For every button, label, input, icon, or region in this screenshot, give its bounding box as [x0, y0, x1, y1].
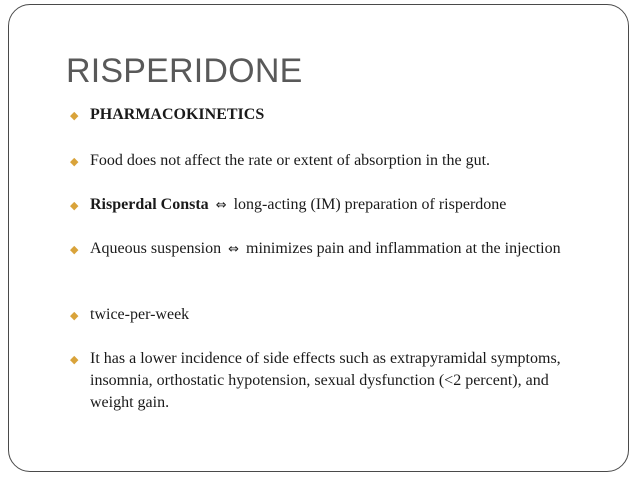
bullet-item: [70, 194, 506, 217]
bullet-item: [70, 150, 490, 172]
diamond-bullet-icon: ◆: [70, 199, 79, 212]
bullet-text: Food does not affect the rate or extent of absorption in the gut.: [90, 152, 491, 169]
diamond-bullet-icon: ◆: [70, 155, 79, 168]
bullet-text: twice-per-week: [90, 306, 190, 323]
double-arrow-icon: ⇔: [215, 198, 227, 213]
diamond-bullet-icon: ◆: [70, 109, 79, 122]
bullet-text: It has a lower incidence of side effects such as extrapyramidal symptoms, insomnia, orthostatic hypotension, sexual dysfunction (<2 percent), and weight gain.: [90, 350, 561, 411]
slide-title: RISPERIDONE: [66, 52, 303, 90]
bullet-item: [70, 304, 189, 326]
bullet-item: [70, 104, 264, 126]
diamond-bullet-icon: ◆: [70, 353, 79, 366]
bullet-bold-text: Risperdal Consta: [90, 196, 209, 213]
double-arrow-icon: ⇔: [228, 242, 240, 257]
bullet-text: long-acting (IM) preparation of risperdone: [233, 196, 507, 213]
diamond-bullet-icon: ◆: [70, 309, 79, 322]
bullet-text: minimizes pain and inflammation at the injection: [246, 240, 561, 257]
bullet-lead-text: Aqueous suspension: [90, 240, 222, 257]
diamond-bullet-icon: ◆: [70, 243, 79, 256]
bullet-item: [70, 238, 561, 261]
bullet-text: PHARMACOKINETICS: [90, 106, 265, 123]
bullet-item: [70, 348, 590, 414]
